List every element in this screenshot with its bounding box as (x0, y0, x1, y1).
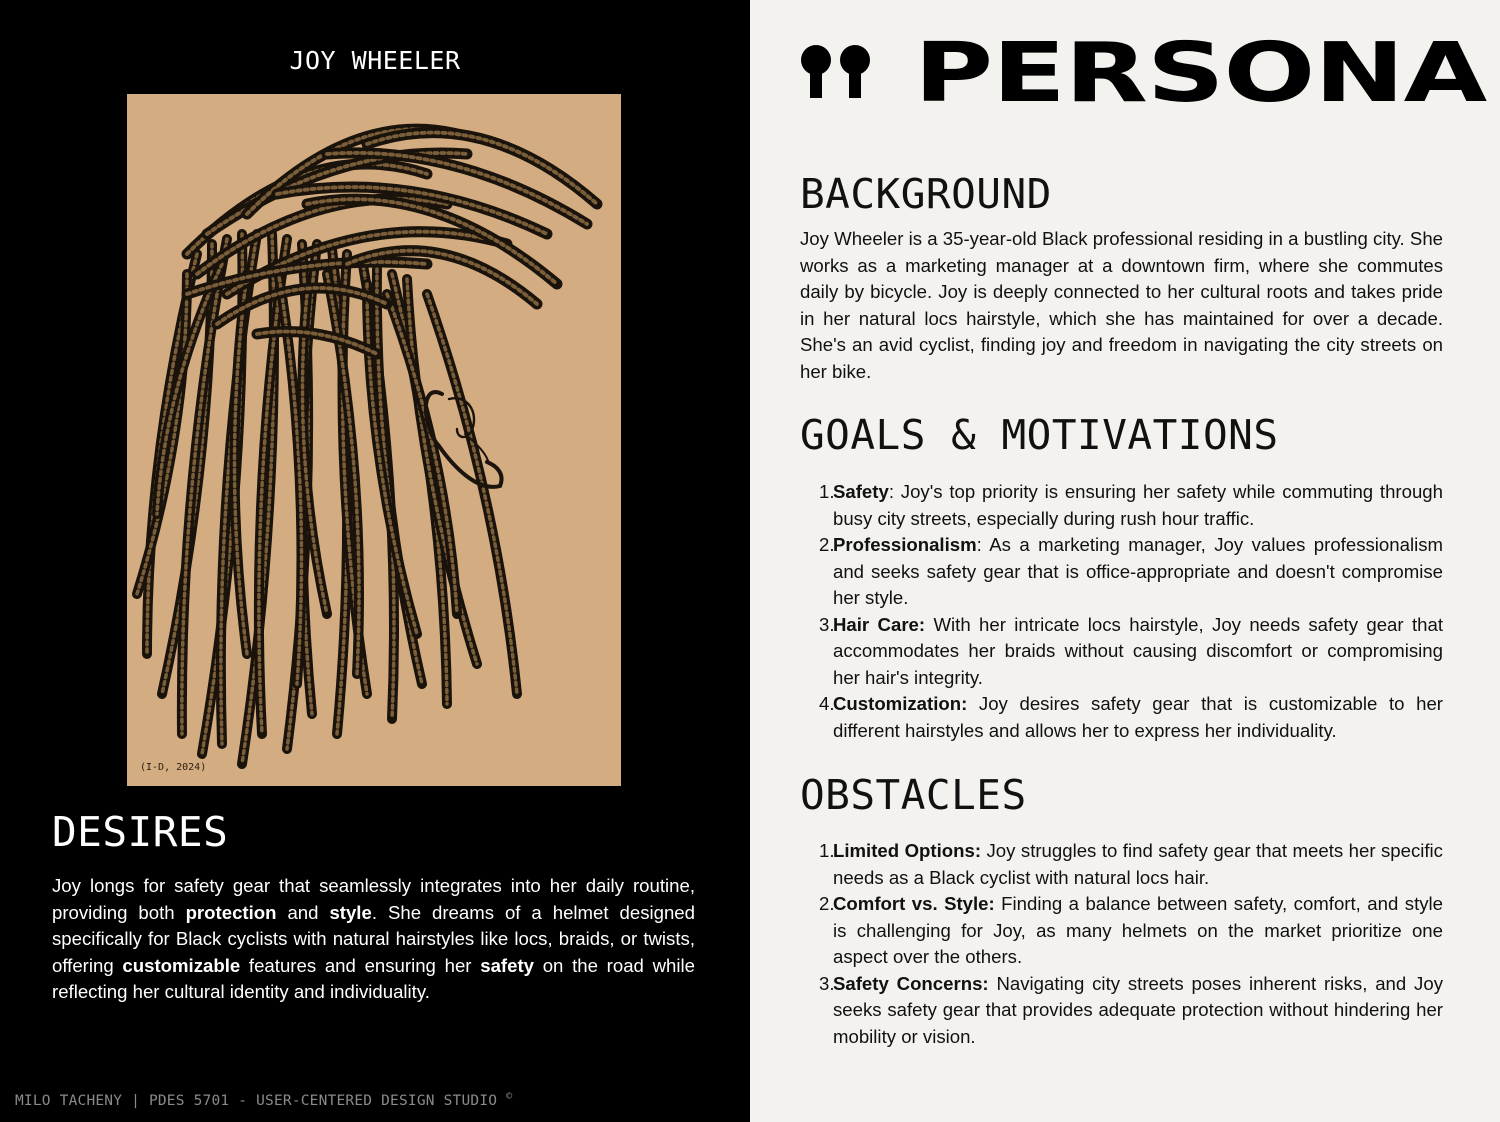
background-heading: BACKGROUND (800, 170, 1052, 218)
persona-portrait (127, 94, 621, 786)
quote-mark-icon (800, 44, 872, 100)
desires-text: Joy longs for safety gear that seamlessly integrates into her daily routine, providing both protection and style. She dreams of a helmet designed specifically for Black cyclists with natural hairstyles like locs, braids, or twists, offering customizable features and ensuring her safety on the road while reflecting her cultural identity and individuality. (52, 875, 695, 1002)
list-item: 2. Comfort vs. Style: Finding a balance between safety, comfort, and style is challenging for Joy, as many helmets on the market prioritize one aspect over the others. (819, 893, 1444, 967)
page-title: PERSONA (914, 24, 1487, 121)
persona-name: JOY WHEELER (289, 46, 461, 75)
background-text: Joy Wheeler is a 35-year-old Black professional residing in a bustling city. She works as a marketing manager at a downtown firm, where she commutes daily by bicycle. Joy is deeply connected to her cultural roots and takes pride in her natural locs hairstyle, which she has maintained for over a decade. She's an avid cyclist, finding joy and freedom in navigating the city streets on her bike. (800, 228, 1443, 382)
goals-list (800, 479, 1443, 744)
list-item: 4. Customization: Joy desires safety gear that is customizable to her different hairstyles and allows her to express her individuality. (819, 693, 1443, 741)
list-item: 3. Hair Care: With her intricate locs hairstyle, Joy needs safety gear that accommodates her braids without causing discomfort or compromising her hair's integrity. (819, 613, 1443, 688)
list-item: 1. Limited Options: Joy struggles to find safety gear that meets her specific needs as a Black cyclist with natural locs hair. (819, 840, 1443, 888)
list-item: 3. Safety Concerns: Navigating city streets poses inherent risks, and Joy seeks safety gear that provides adequate protection without hindering her mobility or vision. (819, 972, 1443, 1047)
locs-strands (137, 129, 597, 764)
list-item: 1. Safety: Joy's top priority is ensuring her safety while commuting through busy city streets, especially during rush hour traffic. (819, 481, 1443, 529)
locs-illustration (127, 94, 621, 786)
footer-credit: MILO TACHENY | PDES 5701 - USER-CENTERED DESIGN STUDIO © (15, 1091, 513, 1109)
desires-heading: DESIRES (52, 808, 229, 856)
obstacles-heading: OBSTACLES (800, 771, 1027, 819)
list-item: 2. Professionalism: As a marketing manager, Joy values professionalism and seeks safety gear that is office-appropriate and doesn't compromise her style. (819, 534, 1443, 608)
goals-heading: GOALS & MOTIVATIONS (800, 411, 1279, 459)
illustration-credit: (I-D, 2024) (140, 762, 207, 773)
obstacles-list (800, 838, 1443, 1050)
